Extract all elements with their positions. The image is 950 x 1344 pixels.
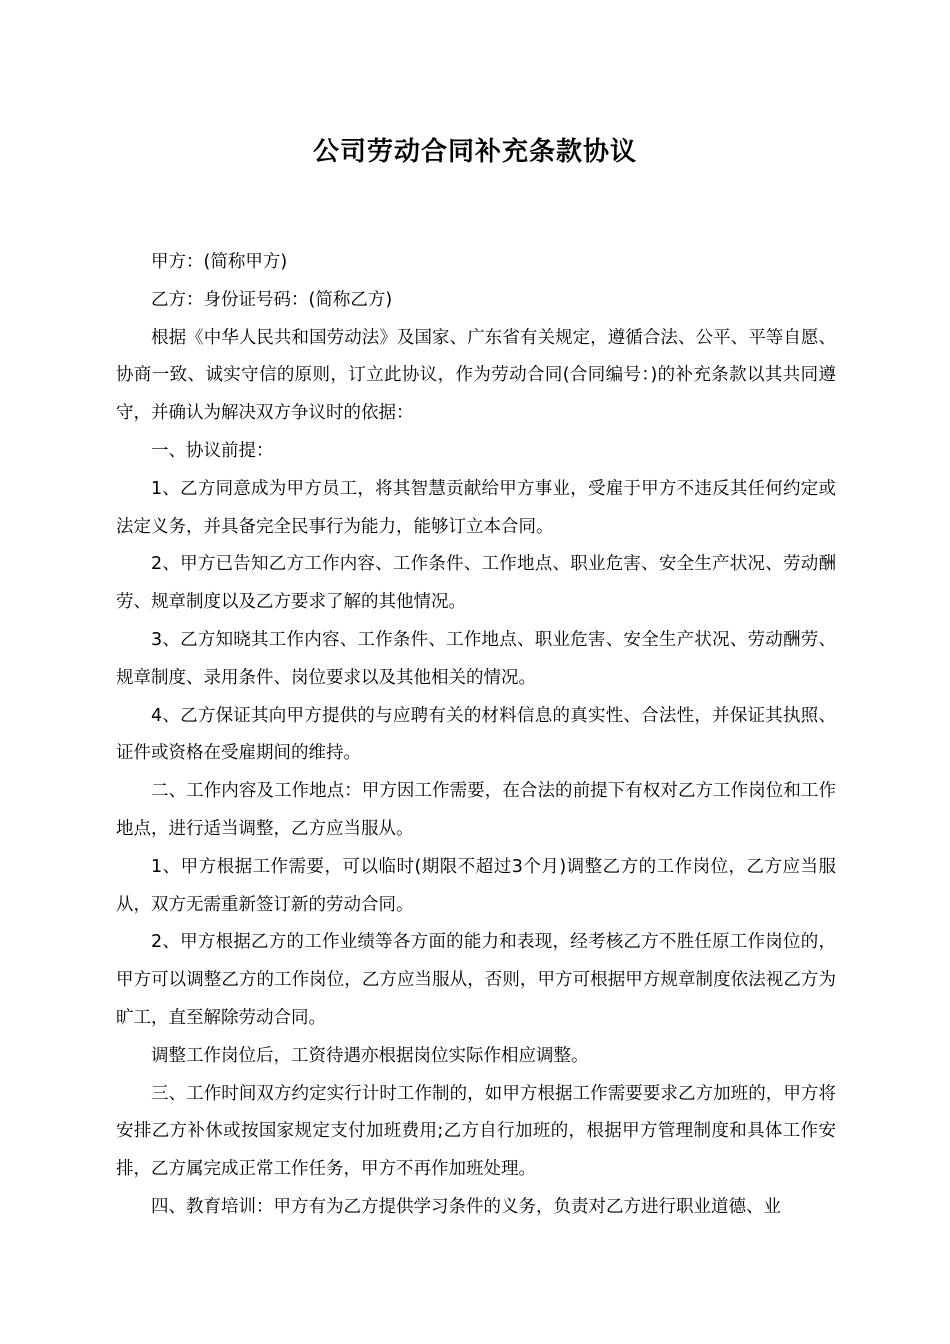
- section-heading-1: 一、协议前提：: [151, 440, 274, 461]
- clause-paragraph: 调整工作岗位后，工资待遇亦根据岗位实际作相应调整。: [151, 1045, 589, 1066]
- preamble-paragraph: 根据《中华人民共和国劳动法》及国家、广东省有关规定，遵循合法、公平、平等自愿、协商一致、诚实守信的原则，订立此协议，作为劳动合同(合同编号：)的补充条款以其共同遵守，并确认为解决双方争议时的依据：: [116, 327, 836, 424]
- document-body: [116, 244, 836, 1227]
- clause-paragraph: 1、甲方根据工作需要，可以临时(期限不超过3个月)调整乙方的工作岗位，乙方应当服从，双方无需重新签订新的劳动合同。: [116, 856, 836, 915]
- section-paragraph-4: 四、教育培训：甲方有为乙方提供学习条件的义务，负责对乙方进行职业道德、业: [151, 1196, 781, 1217]
- clause-paragraph: 2、甲方根据乙方的工作业绩等各方面的能力和表现，经考核乙方不胜任原工作岗位的，甲方可以调整乙方的工作岗位，乙方应当服从，否则，甲方可根据甲方规章制度依法视乙方为旷工，直至解除劳动合同。: [116, 932, 836, 1028]
- document-title: 公司劳动合同补充条款协议: [312, 137, 637, 167]
- clause-paragraph: 4、乙方保证其向甲方提供的与应聘有关的材料信息的真实性、合法性，并保证其执照、证件或资格在受雇期间的维持。: [116, 705, 836, 764]
- clause-paragraph: 2、甲方已告知乙方工作内容、工作条件、工作地点、职业危害、安全生产状况、劳动酬劳、规章制度以及乙方要求了解的其他情况。: [116, 554, 836, 613]
- clause-paragraph: 3、乙方知晓其工作内容、工作条件、工作地点、职业危害、安全生产状况、劳动酬劳、规章制度、录用条件、岗位要求以及其他相关的情况。: [116, 629, 836, 688]
- party-a-line: 甲方：(简称甲方): [151, 252, 288, 272]
- party-b-line: 乙方：身份证号码：(简称乙方): [151, 289, 393, 310]
- section-paragraph-3: 三、工作时间双方约定实行计时工作制的，如甲方根据工作需要要求乙方加班的，甲方将安排乙方补休或按国家规定支付加班费用;乙方自行加班的，根据甲方管理制度和具体工作安排，乙方属完成正常工作任务，甲方不再作加班处理。: [116, 1083, 836, 1180]
- section-paragraph-2: 二、工作内容及工作地点：甲方因工作需要，在合法的前提下有权对乙方工作岗位和工作地点，进行适当调整，乙方应当服从。: [116, 781, 836, 839]
- clause-paragraph: 1、乙方同意成为甲方员工，将其智慧贡献给甲方事业，受雇于甲方不违反其任何约定或法定义务，并具备完全民事行为能力，能够订立本合同。: [116, 478, 836, 537]
